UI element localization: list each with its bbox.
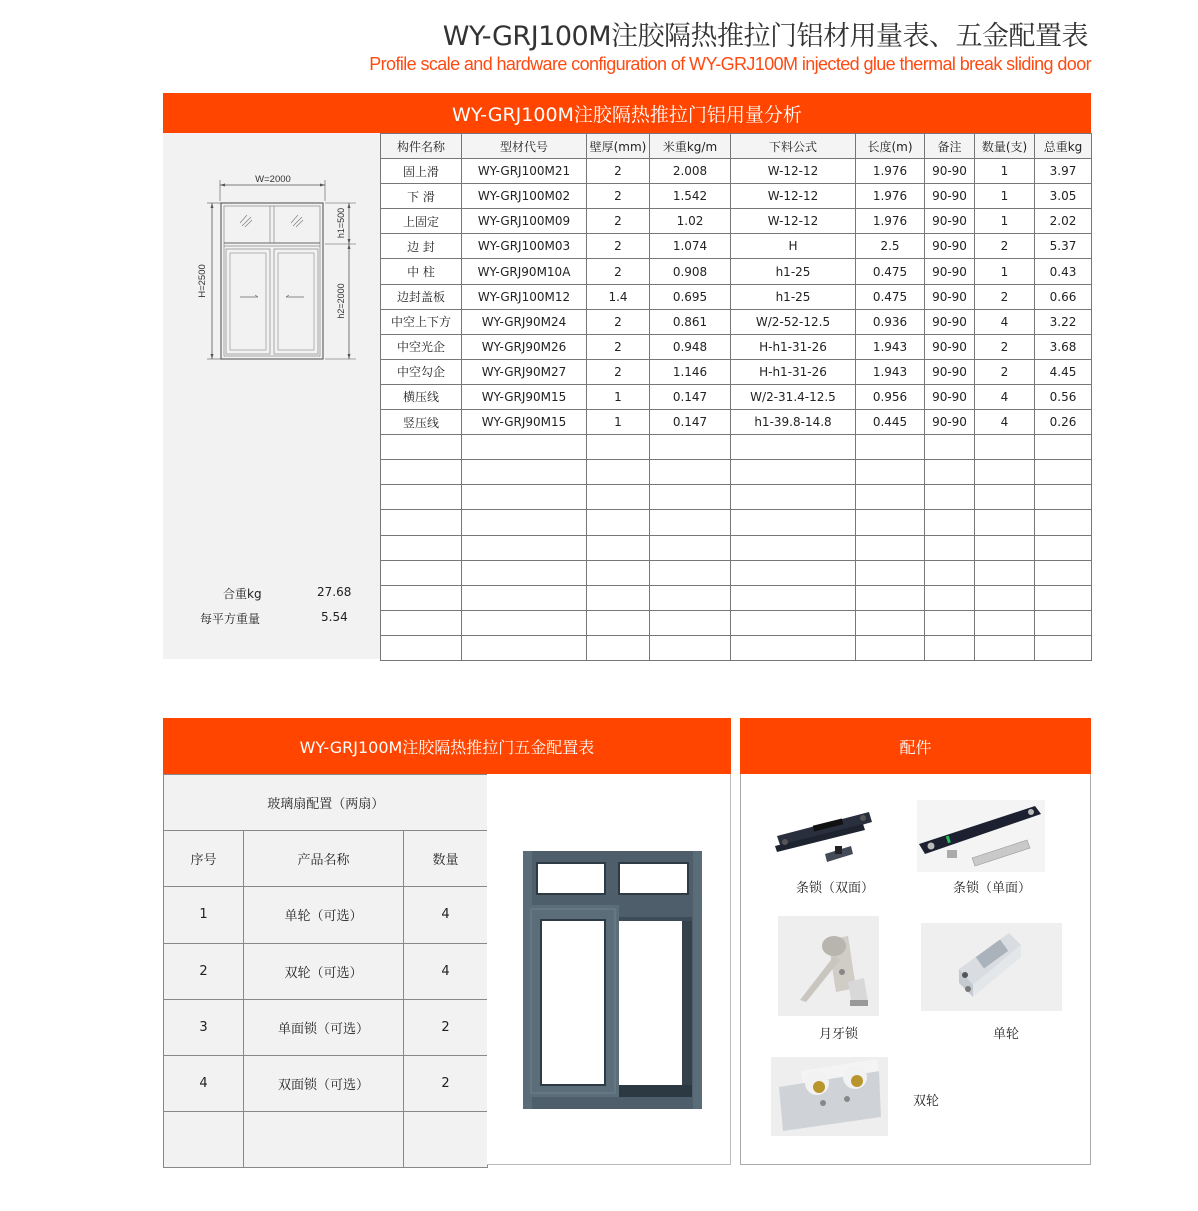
total-weight-value: 27.68 [317, 585, 352, 599]
empty-cell [925, 610, 975, 635]
cell-code: WY-GRJ100M21 [462, 159, 587, 184]
per-sqm-weight-label: 每平方重量 [200, 612, 261, 626]
cell-name: 中空上下方 [381, 309, 462, 334]
empty-cell [975, 510, 1035, 535]
cell-quantity: 1 [975, 184, 1035, 209]
cell-thickness: 2 [587, 334, 650, 359]
cell-code: WY-GRJ90M15 [462, 384, 587, 409]
empty-cell [1035, 535, 1092, 560]
table-row [381, 259, 1092, 284]
cell-formula: W/2-31.4-12.5 [731, 384, 856, 409]
cell-quantity: 1 [975, 209, 1035, 234]
single-wheel-icon [921, 923, 1062, 1011]
empty-row [381, 510, 1092, 535]
col-header-quantity: 数量(支) [975, 134, 1035, 159]
config-title: 玻璃扇配置（两扇） [164, 775, 488, 831]
cell-code: WY-GRJ100M02 [462, 184, 587, 209]
empty-cell [650, 560, 731, 585]
cell-length: 0.936 [856, 309, 925, 334]
cell-code: WY-GRJ90M26 [462, 334, 587, 359]
empty-cell [462, 635, 587, 660]
cell-note: 90-90 [925, 209, 975, 234]
empty-row [381, 485, 1092, 510]
empty-cell [462, 535, 587, 560]
cell-formula: W/2-52-12.5 [731, 309, 856, 334]
empty-cell [731, 460, 856, 485]
cell-meter-weight: 0.695 [650, 284, 731, 309]
profile-section-header [163, 93, 1091, 133]
cell-meter-weight: 0.908 [650, 259, 731, 284]
empty-cell [650, 610, 731, 635]
cell-meter-weight: 0.861 [650, 309, 731, 334]
accessories-section-title: 配件 [899, 737, 932, 757]
cell-note: 90-90 [925, 334, 975, 359]
cell-quantity: 2 [975, 234, 1035, 259]
empty-cell [1035, 435, 1092, 460]
empty-cell [462, 610, 587, 635]
col-header-product: 产品名称 [244, 831, 404, 887]
cell-code: WY-GRJ90M10A [462, 259, 587, 284]
profile-usage-table [380, 133, 1092, 661]
empty-row [381, 610, 1092, 635]
single-sided-lock-icon [917, 800, 1045, 872]
empty-cell [587, 510, 650, 535]
empty-cell [731, 510, 856, 535]
cell-length: 1.976 [856, 209, 925, 234]
empty-cell [650, 460, 731, 485]
accessory-label: 双轮 [913, 1094, 940, 1109]
empty-cell [975, 435, 1035, 460]
empty-cell [1035, 610, 1092, 635]
accessory-label: 月牙锁 [819, 1027, 859, 1042]
empty-cell [381, 560, 462, 585]
empty-cell [925, 560, 975, 585]
empty-row [381, 535, 1092, 560]
cell-name: 上固定 [381, 209, 462, 234]
empty-cell [462, 510, 587, 535]
col-header-note: 备注 [925, 134, 975, 159]
empty-cell [462, 460, 587, 485]
door-drawing-panel [163, 133, 380, 659]
empty-cell [1035, 635, 1092, 660]
row-product: 单面锁（可选） [244, 999, 404, 1055]
cell-total-weight: 3.22 [1035, 309, 1092, 334]
door-render-panel [487, 774, 731, 1165]
cell-quantity: 4 [975, 309, 1035, 334]
cell-note: 90-90 [925, 159, 975, 184]
cell-thickness: 1 [587, 384, 650, 409]
cell-quantity: 2 [975, 334, 1035, 359]
table-row [381, 309, 1092, 334]
empty-cell [731, 585, 856, 610]
empty-cell [1035, 460, 1092, 485]
empty-cell [381, 460, 462, 485]
empty-cell [975, 535, 1035, 560]
empty-cell [975, 585, 1035, 610]
empty-cell [381, 485, 462, 510]
config-title-row [164, 775, 488, 831]
empty-cell [587, 560, 650, 585]
empty-cell [381, 610, 462, 635]
row-qty: 4 [404, 887, 488, 943]
cell-code: WY-GRJ100M12 [462, 284, 587, 309]
empty-cell [381, 535, 462, 560]
cell-formula: H [731, 234, 856, 259]
table-row [381, 234, 1092, 259]
empty-row [381, 585, 1092, 610]
col-header-code: 型材代号 [462, 134, 587, 159]
cell-name: 中空光企 [381, 334, 462, 359]
empty-cell [587, 435, 650, 460]
empty-cell [1035, 485, 1092, 510]
row-qty: 4 [404, 943, 488, 999]
table-header-row [381, 134, 1092, 159]
row-index: 4 [164, 1055, 244, 1111]
empty-cell [650, 435, 731, 460]
cell-total-weight: 0.56 [1035, 384, 1092, 409]
cell-note: 90-90 [925, 359, 975, 384]
cell-total-weight: 3.05 [1035, 184, 1092, 209]
total-weight-label: 合重kg [223, 587, 262, 601]
cell-note: 90-90 [925, 384, 975, 409]
cell-meter-weight: 1.02 [650, 209, 731, 234]
empty-cell [925, 510, 975, 535]
cell-total-weight: 5.37 [1035, 234, 1092, 259]
empty-cell [856, 510, 925, 535]
empty-cell [587, 485, 650, 510]
empty-cell [587, 460, 650, 485]
empty-cell [925, 435, 975, 460]
cell-meter-weight: 1.146 [650, 359, 731, 384]
row-qty: 2 [404, 999, 488, 1055]
col-header-formula: 下料公式 [731, 134, 856, 159]
empty-cell [856, 635, 925, 660]
cell-quantity: 4 [975, 410, 1035, 435]
empty-cell [856, 585, 925, 610]
cell-name: 固上滑 [381, 159, 462, 184]
accessories-section-header [740, 718, 1091, 774]
empty-cell [925, 635, 975, 660]
empty-row [381, 560, 1092, 585]
accessory-label: 单轮 [993, 1027, 1020, 1042]
cell-quantity: 4 [975, 384, 1035, 409]
empty-row [381, 435, 1092, 460]
empty-cell [650, 585, 731, 610]
empty-cell [975, 485, 1035, 510]
cell-formula: h1-25 [731, 259, 856, 284]
empty-cell [587, 610, 650, 635]
cell-thickness: 1 [587, 410, 650, 435]
empty-cell [856, 535, 925, 560]
empty-row [164, 1112, 488, 1168]
sliding-door-render-image [487, 774, 731, 1165]
cell-name: 边 封 [381, 234, 462, 259]
cell-formula: H-h1-31-26 [731, 334, 856, 359]
hardware-section-header [163, 718, 731, 774]
cell-meter-weight: 2.008 [650, 159, 731, 184]
empty-cell [925, 535, 975, 560]
cell-quantity: 1 [975, 159, 1035, 184]
cell-name: 下 滑 [381, 184, 462, 209]
accessory-label: 条锁（双面） [796, 881, 875, 896]
page-title: WY-GRJ100M注胶隔热推拉门铝材用量表、五金配置表 [442, 21, 1088, 52]
empty-cell [650, 635, 731, 660]
col-header-total-weight: 总重kg [1035, 134, 1092, 159]
cell-quantity: 2 [975, 284, 1035, 309]
row-index: 2 [164, 943, 244, 999]
cell-note: 90-90 [925, 184, 975, 209]
empty-cell [462, 560, 587, 585]
table-row [381, 184, 1092, 209]
cell-code: WY-GRJ100M09 [462, 209, 587, 234]
empty-cell [975, 635, 1035, 660]
cell-name: 竖压线 [381, 410, 462, 435]
cell-note: 90-90 [925, 259, 975, 284]
cell-note: 90-90 [925, 234, 975, 259]
per-sqm-weight-value: 5.54 [321, 610, 348, 624]
col-header-meter-weight: 米重kg/m [650, 134, 731, 159]
empty-cell [731, 435, 856, 460]
table-row [381, 284, 1092, 309]
accessories-panel [740, 774, 1091, 1165]
col-header-name: 构件名称 [381, 134, 462, 159]
empty-cell [381, 435, 462, 460]
empty-cell [381, 510, 462, 535]
row-index: 3 [164, 999, 244, 1055]
table-row [164, 943, 488, 999]
cell-thickness: 2 [587, 259, 650, 284]
cell-code: WY-GRJ90M15 [462, 410, 587, 435]
row-qty: 2 [404, 1055, 488, 1111]
hardware-config-table [163, 774, 488, 1168]
crescent-lock-icon [778, 916, 879, 1016]
cell-thickness: 1.4 [587, 284, 650, 309]
cell-length: 0.475 [856, 284, 925, 309]
cell-formula: h1-39.8-14.8 [731, 410, 856, 435]
empty-cell [925, 585, 975, 610]
accessory-label: 条锁（单面） [953, 881, 1032, 896]
empty-cell [462, 585, 587, 610]
table-row [381, 334, 1092, 359]
table-row [381, 384, 1092, 409]
row-product: 单轮（可选） [244, 887, 404, 943]
col-header-length: 长度(m) [856, 134, 925, 159]
row-product: 双面锁（可选） [244, 1055, 404, 1111]
cell-name: 中 柱 [381, 259, 462, 284]
cell-length: 0.475 [856, 259, 925, 284]
empty-cell [856, 460, 925, 485]
cell-total-weight: 0.66 [1035, 284, 1092, 309]
left-sash [226, 249, 270, 354]
cell-length: 0.956 [856, 384, 925, 409]
cell-length: 1.943 [856, 334, 925, 359]
cell-note: 90-90 [925, 284, 975, 309]
table-row [381, 410, 1092, 435]
cell-formula: H-h1-31-26 [731, 359, 856, 384]
empty-cell [462, 485, 587, 510]
cell-thickness: 2 [587, 234, 650, 259]
cell-thickness: 2 [587, 159, 650, 184]
empty-cell [650, 510, 731, 535]
cell-length: 2.5 [856, 234, 925, 259]
cell-thickness: 2 [587, 184, 650, 209]
empty-cell [462, 435, 587, 460]
cell-thickness: 2 [587, 209, 650, 234]
cell-total-weight: 2.02 [1035, 209, 1092, 234]
cell-meter-weight: 1.074 [650, 234, 731, 259]
empty-cell [650, 535, 731, 560]
double-wheel-icon [771, 1057, 888, 1136]
empty-cell [587, 585, 650, 610]
empty-cell [856, 560, 925, 585]
cell-thickness: 2 [587, 309, 650, 334]
cell-total-weight: 0.43 [1035, 259, 1092, 284]
empty-cell [925, 485, 975, 510]
empty-cell [731, 610, 856, 635]
table-row [381, 209, 1092, 234]
table-row [164, 1055, 488, 1111]
table-row [381, 359, 1092, 384]
cell-formula: W-12-12 [731, 159, 856, 184]
cell-name: 中空勾企 [381, 359, 462, 384]
col-header-index: 序号 [164, 831, 244, 887]
hardware-header-row [164, 831, 488, 887]
right-sash [274, 249, 318, 354]
empty-row [381, 635, 1092, 660]
cell-code: WY-GRJ90M27 [462, 359, 587, 384]
row-product: 双轮（可选） [244, 943, 404, 999]
table-row [381, 159, 1092, 184]
col-header-thickness: 壁厚(mm) [587, 134, 650, 159]
hardware-section-title: WY-GRJ100M注胶隔热推拉门五金配置表 [299, 737, 595, 757]
double-sided-lock-icon [773, 800, 873, 870]
profile-section-title: WY-GRJ100M注胶隔热推拉门铝用量分析 [452, 103, 802, 126]
empty-cell [925, 460, 975, 485]
cell-meter-weight: 0.948 [650, 334, 731, 359]
cell-formula: h1-25 [731, 284, 856, 309]
height-label: H=2500 [197, 264, 208, 298]
cell-quantity: 1 [975, 259, 1035, 284]
cell-meter-weight: 0.147 [650, 384, 731, 409]
empty-cell [856, 610, 925, 635]
door-dimension-drawing [163, 133, 380, 659]
cell-length: 1.943 [856, 359, 925, 384]
width-label: W=2000 [255, 174, 291, 185]
empty-cell [587, 635, 650, 660]
cell-formula: W-12-12 [731, 184, 856, 209]
empty-cell [1035, 585, 1092, 610]
door-outer-frame [221, 203, 323, 359]
empty-row [381, 460, 1092, 485]
empty-cell [381, 635, 462, 660]
h1-label: h1=500 [336, 207, 346, 239]
empty-cell [975, 610, 1035, 635]
page-subtitle: Profile scale and hardware configuration of WY-GRJ100M injected glue thermal break sliding door [369, 54, 1091, 74]
cell-name: 横压线 [381, 384, 462, 409]
cell-meter-weight: 0.147 [650, 410, 731, 435]
empty-cell [856, 435, 925, 460]
cell-note: 90-90 [925, 410, 975, 435]
empty-cell [731, 535, 856, 560]
cell-quantity: 2 [975, 359, 1035, 384]
empty-cell [731, 485, 856, 510]
cell-length: 1.976 [856, 184, 925, 209]
cell-length: 1.976 [856, 159, 925, 184]
empty-cell [587, 535, 650, 560]
empty-cell [381, 585, 462, 610]
empty-cell [731, 560, 856, 585]
h2-label: h2=2000 [336, 283, 346, 319]
cell-meter-weight: 1.542 [650, 184, 731, 209]
empty-cell [650, 485, 731, 510]
cell-total-weight: 3.68 [1035, 334, 1092, 359]
col-header-qty: 数量 [404, 831, 488, 887]
empty-cell [1035, 510, 1092, 535]
row-index: 1 [164, 887, 244, 943]
empty-cell [731, 635, 856, 660]
cell-code: WY-GRJ100M03 [462, 234, 587, 259]
empty-cell [1035, 560, 1092, 585]
cell-name: 边封盖板 [381, 284, 462, 309]
cell-note: 90-90 [925, 309, 975, 334]
cell-thickness: 2 [587, 359, 650, 384]
cell-code: WY-GRJ90M24 [462, 309, 587, 334]
empty-cell [856, 485, 925, 510]
cell-total-weight: 3.97 [1035, 159, 1092, 184]
cell-total-weight: 4.45 [1035, 359, 1092, 384]
cell-formula: W-12-12 [731, 209, 856, 234]
empty-cell [975, 460, 1035, 485]
empty-cell [975, 560, 1035, 585]
table-row [164, 999, 488, 1055]
cell-total-weight: 0.26 [1035, 410, 1092, 435]
table-row [164, 887, 488, 943]
cell-length: 0.445 [856, 410, 925, 435]
